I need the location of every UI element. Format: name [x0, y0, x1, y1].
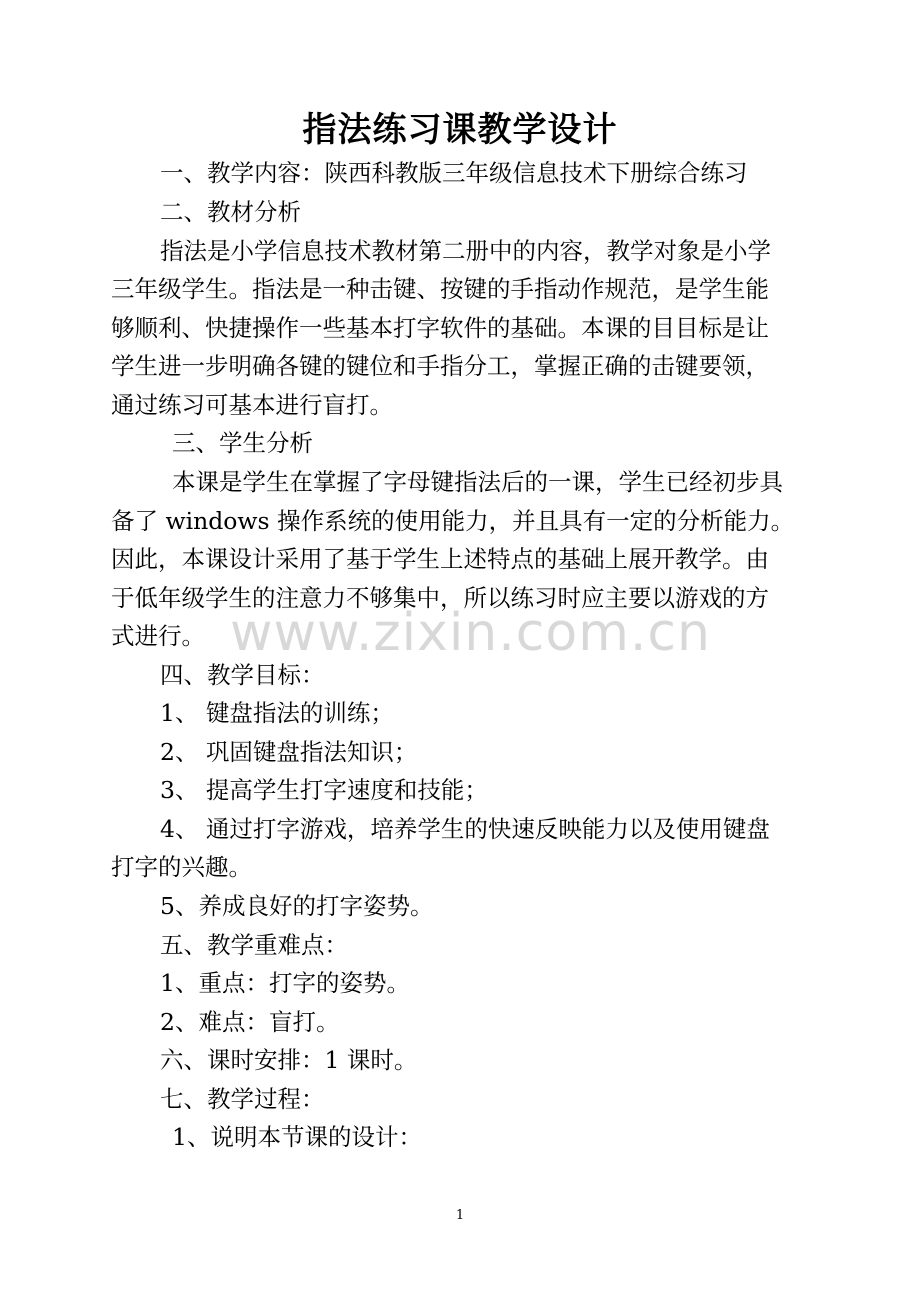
text-line: 三年级学生。指法是一种击键、按键的手指动作规范，是学生能 [111, 275, 769, 303]
page-number: 1 [455, 1208, 465, 1223]
text-line: 1、重点：打字的姿势。 [160, 969, 410, 997]
text-line: 够顺利、快捷操作一些基本打字软件的基础。本课的目目标是让 [111, 314, 769, 342]
text-line: 七、教学过程： [160, 1085, 325, 1113]
text-line: 于低年级学生的注意力不够集中，所以练习时应主要以游戏的方 [111, 584, 769, 612]
text-line: 备了 windows 操作系统的使用能力，并且具有一定的分析能力。 [111, 507, 795, 535]
text-line: 二、教材分析 [160, 198, 301, 226]
text-line: 因此，本课设计采用了基于学生上述特点的基础上展开教学。由 [111, 545, 769, 573]
text-line: 四、教学目标： [160, 661, 325, 689]
text-line: 1、说明本节课的设计： [172, 1123, 422, 1151]
text-line: 3、 提高学生打字速度和技能； [160, 776, 488, 804]
text-line: 本课是学生在掌握了字母键指法后的一课，学生已经初步具 [172, 468, 783, 496]
text-line: 六、课时安排：1 课时。 [160, 1046, 418, 1074]
text-line: 4、 通过打字游戏，培养学生的快速反映能力以及使用键盘 [160, 815, 770, 843]
text-line: 5、养成良好的打字姿势。 [160, 892, 434, 920]
text-line: 2、 巩固键盘指法知识； [160, 738, 418, 766]
text-line: 1、 键盘指法的训练； [160, 699, 394, 727]
text-line: 式进行。 [111, 622, 205, 650]
text-line: 打字的兴趣。 [111, 853, 252, 881]
document-title: 指法练习课教学设计 [302, 110, 618, 150]
text-line: 指法是小学信息技术教材第二册中的内容，教学对象是小学 [160, 237, 771, 265]
text-line: 2、难点：盲打。 [160, 1008, 340, 1036]
text-line: 一、教学内容：陕西科教版三年级信息技术下册综合练习 [160, 159, 748, 187]
watermark: www.zixin.com.cn [230, 603, 711, 663]
text-line: 通过练习可基本进行盲打。 [111, 391, 393, 419]
text-line: 五、教学重难点： [160, 931, 348, 959]
text-line: 三、学生分析 [172, 429, 313, 457]
text-line: 学生进一步明确各键的键位和手指分工，掌握正确的击键要领， [111, 352, 769, 380]
